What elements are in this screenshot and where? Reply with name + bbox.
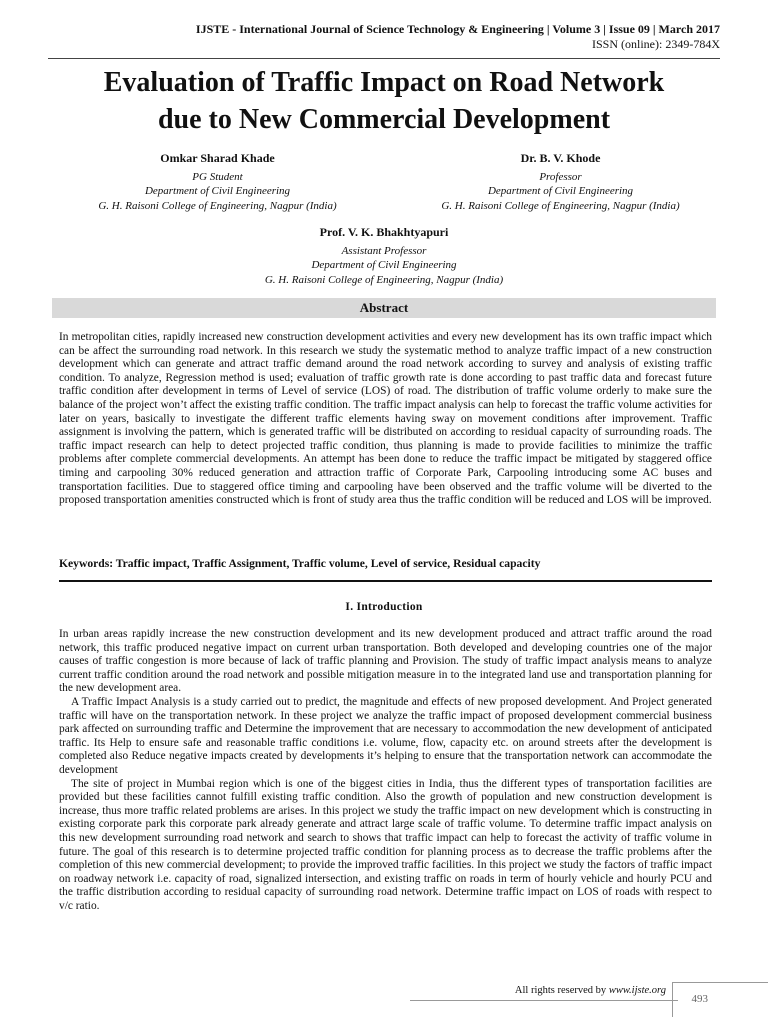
rights-notice	[515, 985, 666, 996]
keywords: Keywords: Traffic impact, Traffic Assignment, Traffic volume, Level of service, Residual capacity	[59, 557, 541, 570]
rights-prefix: All rights reserved by	[514, 985, 609, 996]
page-number: 493	[691, 993, 708, 1005]
author-inst: G. H. Raisoni College of Engineering, Nagpur (India)	[441, 199, 680, 212]
footer-rule-end	[732, 982, 768, 983]
author-role: Assistant Professor	[341, 244, 427, 257]
author-role: PG Student	[192, 170, 243, 183]
title-line-2: due to New Commercial Development	[157, 104, 611, 135]
issn: ISSN (online): 2349-784X	[592, 37, 720, 51]
paragraph: The site of project in Mumbai region which is one of the biggest cities in India, thus the different types of transportation facilities are provided but these facilities cannot fulfill existing traffic condition. Also the growth of population and new construction development is increase, thus more traffic related problems are arises. In this project we study the traffic impact on new development which is constructing in existing corporate park this corporate park already generate and attract large scale of traffic volume. To determine traffic impact analysis on this new development surrounding road network and search to shows that traffic impact can help to forecast the activity of traffic volume in future. The goal of this research is to determine projected traffic condition for planning process as to decrease the traffic problems after the completion of this new commercial development; to provide the improved traffic facilities. In this project we study the factors of traffic impact on roadway network i.e. capacity of road, signalized intersection, and existing traffic on roads in term of hourly vehicle and hourly PCU and the traffic distribution according to residual capacity of surrounding road network. Determine traffic impact on LOS of roads with respect to v/c ratio.	[59, 777, 712, 912]
author-inst: G. H. Raisoni College of Engineering, Nagpur (India)	[264, 273, 504, 286]
title-line-1: Evaluation of Traffic Impact on Road Network	[103, 67, 665, 98]
author-dept: Department of Civil Engineering	[311, 259, 457, 271]
author-role: Professor	[539, 170, 582, 183]
paragraph: A Traffic Impact Analysis is a study carried out to predict, the magnitude and effects of new proposed development. And Project generated traffic will have on the transportation network. In these project we analyze the traffic impact of proposed development commercial business park affected on surrounding traffic and Determine the improvement that are necessary to accommodation the new development of anticipated traffic. Its Help to ensure safe and reasonable traffic conditions i.e. volume, flow, capacity etc. on around streets after the development is completed also Reduce negative impacts created by developments it’s helping to ensure that the transportation network can accommodate the development	[59, 695, 712, 776]
journal-name: IJSTE - International Journal of Science Technology & Engineering | Volume 3 | Issue 09 | March 2017	[195, 22, 720, 36]
journal-header	[196, 22, 720, 52]
abstract-body: In metropolitan cities, rapidly increased new construction development activities and every new development has its own traffic impact which can be affect the surrounding road network. In this research we study the systematic method to analyze traffic impact of a new construction development which can generate and attract traffic demand around the road network according to survey and analysis of existing traffic condition. To analyze, Regression method is used; evaluation of traffic growth rate is done according to past traffic data and forecast future traffic condition after development in terms of Level of service (LOS) of road. The distribution of traffic volume orderly to make sure the balance of the project won’t affect the existing traffic condition. The traffic impact analysis can help to forecast the traffic volume activities for later on years, basically to investigate the different traffic elements having sway on movement conditions after improvement. Traffic assignment is involving the pattern, which is generated traffic will be distributed on according to residual capacity of surrounding roads. The traffic impact research can help to detect projected traffic condition, thus planning is made to provide facilities to minimize the traffic problems after complete commercial developments. An attempt has been done to reduce the traffic impact be mitigated by staggered office timing and carpooling 30% reduced generation and attraction traffic of Corporate Park, Carpooling introducing some AC buses and transportation facilities. Due to staggered office timing and carpooling have been observed and the traffic volume will be diverted to the proposed transportation amenities constructed which is front of study area thus the traffic condition will be reduced and LOS will be improved.	[59, 331, 712, 507]
author-dept: Department of Civil Engineering	[144, 185, 291, 197]
site-link[interactable]: www.ijste.org	[608, 985, 666, 996]
author-2	[383, 151, 738, 213]
author-name: Dr. B. V. Khode	[520, 151, 601, 165]
author-inst: G. H. Raisoni College of Engineering, Nagpur (India)	[98, 199, 337, 212]
footer-rule	[410, 1000, 678, 1001]
header-rule	[48, 58, 720, 59]
author-name: Omkar Sharad Khade	[160, 151, 275, 165]
author-dept: Department of Civil Engineering	[487, 185, 634, 197]
abstract-heading: Abstract	[52, 298, 716, 318]
paragraph: In urban areas rapidly increase the new construction development and its new development produced and attract traffic around the road network, this traffic produced negative impact on current urban transportation. Both developed and developing countries one of the major causes of traffic congestion is more because of lack of traffic planning and Provision. The study of traffic impact analysis means to analyze current traffic condition around the road network and possible mitigation measure in to the integrated land use and transportation planning for the new development area.	[59, 628, 712, 695]
author-3	[140, 225, 628, 287]
author-1	[40, 151, 395, 213]
section-heading-introduction: I. Introduction	[345, 601, 423, 613]
introduction-body	[59, 628, 712, 913]
author-name: Prof. V. K. Bhakhtyapuri	[319, 225, 449, 239]
section-separator	[59, 580, 712, 582]
page-footer	[0, 980, 768, 1024]
paper-title	[40, 64, 728, 138]
